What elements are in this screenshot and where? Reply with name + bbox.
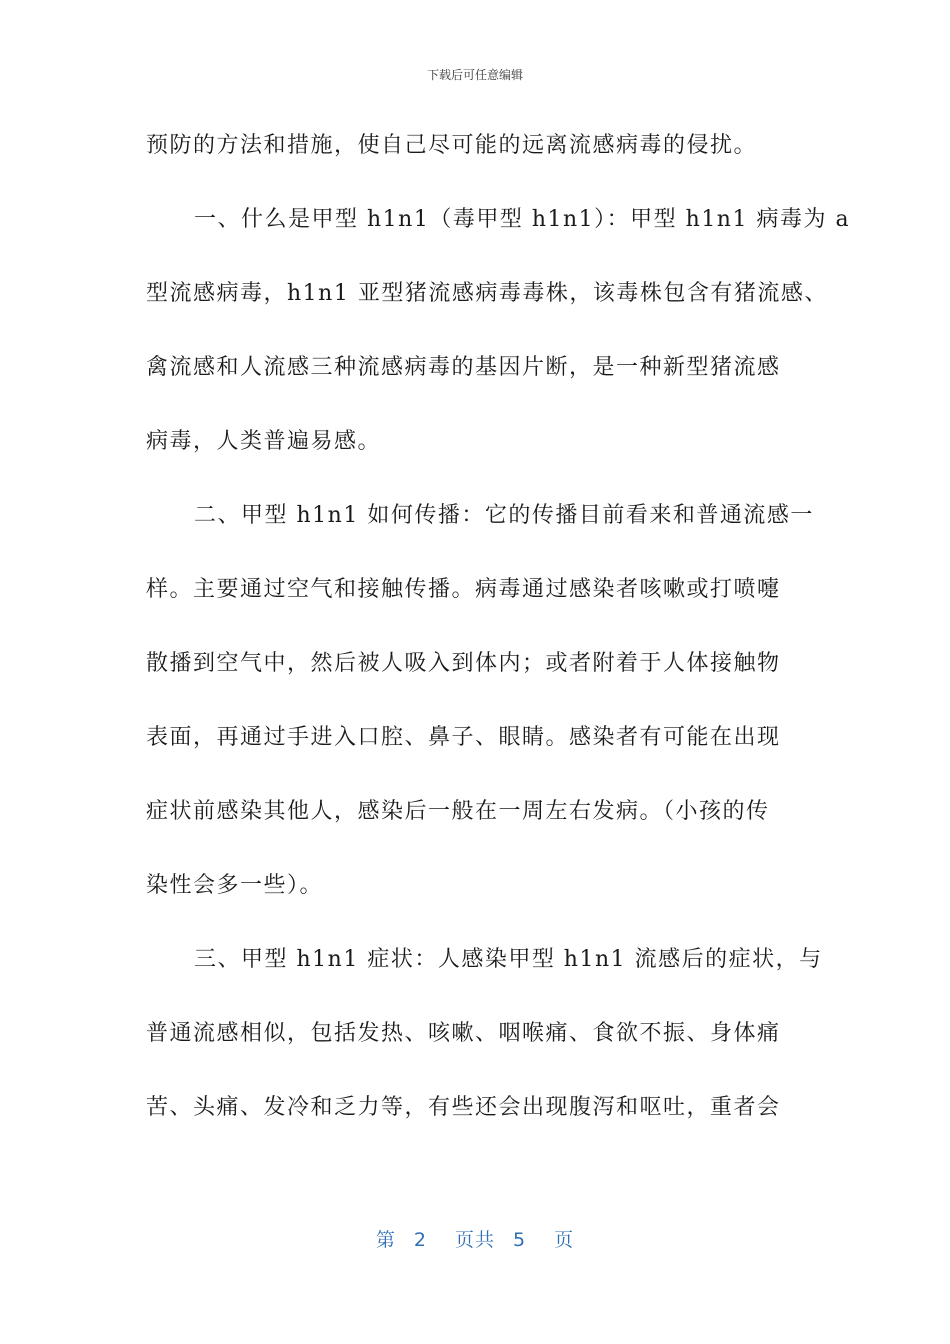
text-line: 一、什么是甲型 h1n1（毒甲型 h1n1）：甲型 h1n1 病毒为 a	[194, 207, 851, 232]
text-line: 禽流感和人流感三种流感病毒的基因片断，是一种新型猪流感	[146, 355, 781, 380]
footer-prefix: 第	[375, 1229, 396, 1251]
text-line: 症状前感染其他人，感染后一般在一周左右发病。（小孩的传	[146, 799, 770, 824]
text-line: 染性会多一些）。	[146, 873, 324, 898]
current-page-number: 2	[413, 1229, 427, 1251]
text-line: 预防的方法和措施，使自己尽可能的远离流感病毒的侵扰。	[146, 133, 758, 158]
text-line: 普通流感相似，包括发热、咳嗽、咽喉痛、食欲不振、身体痛	[146, 1021, 781, 1046]
page-number-footer	[0, 1225, 950, 1252]
footer-middle: 页共	[454, 1229, 495, 1251]
footer-suffix: 页	[554, 1229, 575, 1251]
total-page-number: 5	[513, 1229, 527, 1251]
text-line: 二、甲型 h1n1 如何传播：它的传播目前看来和普通流感一	[194, 503, 814, 528]
text-line: 型流感病毒，h1n1 亚型猪流感病毒毒株，该毒株包含有猪流感、	[146, 281, 828, 306]
text-line: 样。主要通过空气和接触传播。病毒通过感染者咳嗽或打喷嚏	[146, 577, 781, 602]
text-line: 苦、头痛、发冷和乏力等，有些还会出现腹泻和呕吐，重者会	[146, 1095, 781, 1120]
text-line: 散播到空气中，然后被人吸入到体内；或者附着于人体接触物	[146, 651, 781, 676]
page-header: 下载后可任意编辑	[426, 68, 523, 82]
text-line: 三、甲型 h1n1 症状：人感染甲型 h1n1 流感后的症状，与	[194, 947, 823, 972]
text-line: 病毒，人类普遍易感。	[146, 429, 382, 454]
text-line: 表面，再通过手进入口腔、鼻子、眼睛。感染者有可能在出现	[146, 725, 781, 750]
